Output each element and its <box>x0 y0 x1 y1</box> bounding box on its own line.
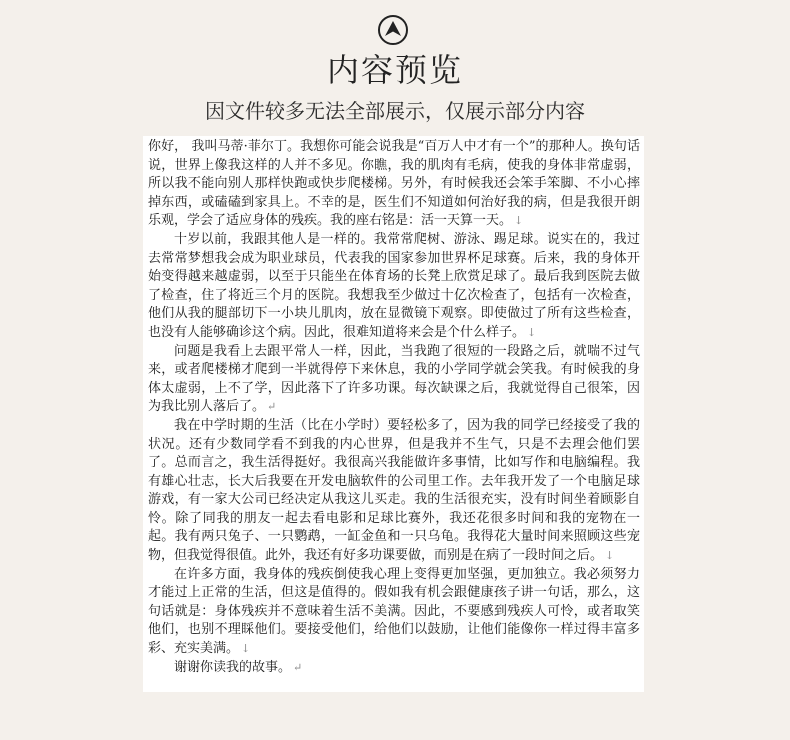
paragraph-4 <box>148 417 640 566</box>
paragraph-mark: ↵ <box>293 660 303 674</box>
paragraph-mark: ↓ <box>605 549 615 563</box>
paragraph-mark: ↵ <box>267 400 277 414</box>
up-arrow-circle-icon[interactable] <box>377 14 409 46</box>
preview-header <box>0 0 790 130</box>
paragraph-1 <box>148 138 640 231</box>
paragraph-text: 在许多方面，我身体的残疾倒使我心理上变得更加坚强，更加独立。我必须努力才能过上正常的生活，但这是值得的。假如我有机会跟健康孩子讲一句话，那么，这句话就是：身体残疾并不意味着生活不美满。因此，不要感到残疾人可怜，或者取笑他们，也别不理睬他们。要接受他们，给他们以鼓励，让他们能像你一样过得丰富多彩、充实美满。 <box>148 566 640 657</box>
paragraph-3 <box>148 343 640 417</box>
paragraph-5 <box>148 566 640 659</box>
page-title: 内容预览 <box>326 51 463 89</box>
paragraph-6 <box>148 659 640 678</box>
paragraph-2 <box>148 231 640 343</box>
paragraph-text: 你好， 我叫马蒂·菲尔丁。我想你可能会说我是“百万人中才有一个”的那种人。换句话说，世界上像我这样的人并不多见。你瞧，我的肌肉有毛病，使我的身体非常虚弱，所以我不能向别人那样快跑或快步爬楼梯。另外，有时候我还会笨手笨脚、不小心摔掉东西，或磕磕到家具上。不幸的是，医生们不知道如何治好我的病，但是我很开朗乐观，学会了适应身体的残疾。我的座右铭是：活一天算一天。 <box>148 139 640 229</box>
paragraph-text: 谢谢你读我的故事。 <box>174 659 292 675</box>
page-subtitle: 因文件较多无法全部展示，仅展示部分内容 <box>205 99 585 123</box>
paragraph-mark: ↓ <box>527 325 537 339</box>
paragraph-text: 问题是我看上去跟平常人一样，因此，当我跑了很短的一段路之后，就喘不过气来，或者爬楼梯才爬到一半就得停下来休息，我的小学同学就会笑我。有时候我的身体太虚弱，上不了学，因此落下了许多功课。每次缺课之后，我就觉得自己很笨，因为我比别人落后了。 <box>148 343 640 415</box>
paragraph-mark: ↓ <box>241 642 251 656</box>
paragraph-text: 我在中学时期的生活（比在小学时）要轻松多了，因为我的同学已经接受了我的状况。还有少数同学看不到我的内心世界，但是我并不生气，只是不去理会他们罢了。总而言之，我生活得挺好。我很高兴我能做许多事情，比如写作和电脑编程。我有雄心壮志，长大后我要在开发电脑软件的公司里工作。去年我开发了一个电脑足球游戏，有一家大公司已经决定从我这儿买走。我的生活很充实，没有时间坐着顾影自怜。除了同我的朋友一起去看电影和足球比赛外，我还花很多时间和我的宠物在一起。我有两只兔子、一只鹦鹉，一缸金鱼和一只乌龟。我得花大量时间来照顾这些宠物，但我觉得很值。此外，我还有好多功课要做，而别是在病了一段时间之后。 <box>148 417 640 564</box>
paragraph-text: 十岁以前，我跟其他人是一样的。我常常爬树、游泳、踢足球。说实在的，我过去常常梦想我会成为职业球员，代表我的国家参加世界杯足球赛。后来，我的身体开始变得越来越虚弱，以至于只能坐在体育场的长凳上欣赏足球了。最后我到医院去做了检查，住了将近三个月的医院。我想我至少做过十亿次检查了，包括有一次检查，他们从我的腿部切下一小块儿肌肉，放在显微镜下观察。即使做过了所有这些检查，也没有人能够确诊这个病。因此，很难知道将来会是个什么样子。 <box>148 231 640 340</box>
paragraph-mark: ↓ <box>514 214 524 228</box>
document-preview <box>143 136 644 692</box>
